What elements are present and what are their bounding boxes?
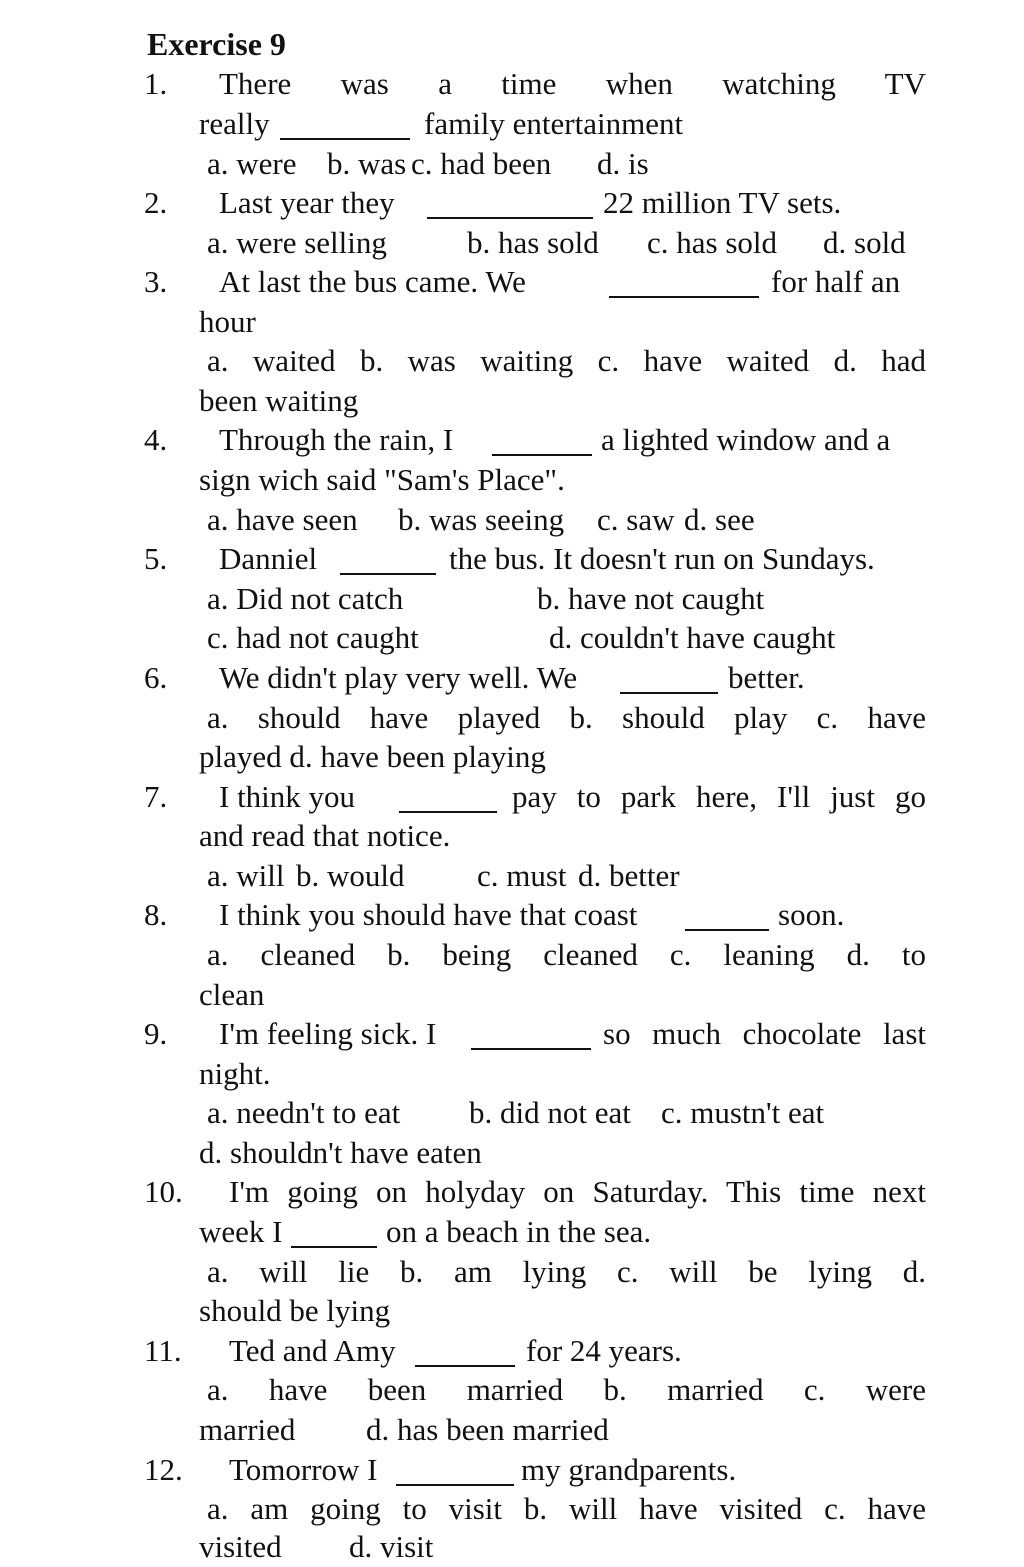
question-9 (0, 1014, 1024, 1054)
question-8-options (0, 935, 1024, 975)
question-stem: on a beach in the sea. (386, 1214, 652, 1249)
question-12-options (0, 1489, 1024, 1529)
option-c[interactable]: c. mustn't eat (661, 1095, 825, 1130)
option-d[interactable]: d. shouldn't have eaten (199, 1135, 482, 1170)
question-7 (0, 777, 1024, 817)
option-c[interactable]: c. must (477, 858, 567, 893)
question-10 (0, 1172, 1024, 1212)
option-b[interactable]: b. has sold (467, 225, 599, 260)
options-line[interactable]: a. will lie b. am lying c. will be lying d. (207, 1254, 926, 1289)
option-b[interactable]: b. would (296, 858, 405, 893)
answer-blank[interactable] (396, 1456, 514, 1486)
question-stem: Last year they (219, 185, 395, 220)
answer-blank[interactable] (291, 1218, 377, 1248)
question-number: 7. (144, 779, 168, 814)
question-number: 8. (144, 897, 168, 932)
question-number: 3. (144, 264, 168, 299)
answer-blank[interactable] (609, 268, 759, 298)
question-stem: and read that notice. (199, 818, 451, 853)
question-7-options (0, 856, 1024, 896)
question-8 (0, 895, 1024, 935)
question-number: 2. (144, 185, 168, 220)
question-9-options-2 (0, 1133, 1024, 1173)
option-d[interactable]: d. is (597, 146, 649, 181)
option-a[interactable]: a. have seen (207, 502, 358, 537)
option-b[interactable]: b. did not eat (469, 1095, 631, 1130)
question-stem: Tomorrow I (229, 1452, 378, 1487)
question-number: 1. (144, 66, 168, 101)
option-d[interactable]: d. has been married (366, 1412, 609, 1447)
options-line[interactable]: married (199, 1412, 296, 1447)
question-stem: a lighted window and a (601, 422, 891, 457)
question-stem: my grandparents. (521, 1452, 737, 1487)
question-3-line-2 (0, 302, 1024, 342)
question-11 (0, 1331, 1024, 1371)
exercise-title: Exercise 9 (147, 26, 286, 62)
question-stem: for half an (771, 264, 901, 299)
question-6 (0, 658, 1024, 698)
options-line[interactable]: a. waited b. was waiting c. have waited d. had (207, 343, 926, 378)
option-d[interactable]: d. better (578, 858, 680, 893)
question-12-options-2 (0, 1527, 1024, 1567)
option-d[interactable]: d. visit (349, 1529, 434, 1564)
question-10-options (0, 1252, 1024, 1292)
question-stem: better. (728, 660, 805, 695)
option-c[interactable]: c. had been (411, 146, 552, 181)
question-1 (0, 64, 1024, 104)
question-5-options (0, 579, 1024, 619)
question-number: 10. (144, 1174, 183, 1209)
question-1-line-2 (0, 104, 1024, 144)
answer-blank[interactable] (685, 901, 769, 931)
question-8-options-2 (0, 975, 1024, 1015)
question-5-options-2 (0, 618, 1024, 658)
option-a[interactable]: a. will (207, 858, 285, 893)
option-a[interactable]: a. needn't to eat (207, 1095, 401, 1130)
question-stem: sign wich said "Sam's Place". (199, 462, 565, 497)
question-stem: the bus. It doesn't run on Sundays. (449, 541, 875, 576)
question-9-line-2 (0, 1054, 1024, 1094)
question-9-options (0, 1093, 1024, 1133)
question-2-options (0, 223, 1024, 263)
options-line[interactable]: a. should have played b. should play c. have (207, 700, 926, 735)
question-stem: I think you should have that coast (219, 897, 638, 932)
question-6-options-2 (0, 737, 1024, 777)
option-c[interactable]: c. saw (597, 502, 675, 537)
question-stem: I'm going on holyday on Saturday. This time next (229, 1174, 926, 1209)
question-stem: so much chocolate last (603, 1016, 926, 1051)
question-stem: At last the bus came. We (219, 264, 526, 299)
options-line[interactable]: a. am going to visit b. will have visited c. have (207, 1491, 926, 1526)
answer-blank[interactable] (427, 189, 593, 219)
question-number: 9. (144, 1016, 168, 1051)
question-stem: family entertainment (424, 106, 684, 141)
option-b[interactable]: b. have not caught (537, 581, 765, 616)
options-line[interactable]: a. have been married b. married c. were (207, 1372, 926, 1407)
question-4-options (0, 500, 1024, 540)
question-7-line-2 (0, 816, 1024, 856)
question-stem: really (199, 106, 270, 141)
options-line[interactable]: been waiting (199, 383, 359, 418)
options-line[interactable]: played d. have been playing (199, 739, 546, 774)
question-3-options-2 (0, 381, 1024, 421)
question-3 (0, 262, 1024, 302)
option-b[interactable]: b. was seeing (398, 502, 565, 537)
option-b[interactable]: b. was (327, 146, 407, 181)
question-stem: for 24 years. (526, 1333, 682, 1368)
question-3-options (0, 341, 1024, 381)
option-c[interactable]: c. had not caught (207, 620, 419, 655)
options-line[interactable]: clean (199, 977, 265, 1012)
answer-blank[interactable] (340, 545, 436, 575)
question-11-options-2 (0, 1410, 1024, 1450)
question-stem: Ted and Amy (229, 1333, 396, 1368)
question-stem: 22 million TV sets. (603, 185, 842, 220)
question-12 (0, 1450, 1024, 1490)
question-stem: hour (199, 304, 256, 339)
question-2 (0, 183, 1024, 223)
question-4 (0, 420, 1024, 460)
question-stem: week I (199, 1214, 283, 1249)
option-d[interactable]: d. see (684, 502, 755, 537)
option-d[interactable]: d. couldn't have caught (549, 620, 836, 655)
question-stem: I'm feeling sick. I (219, 1016, 437, 1051)
question-6-options (0, 698, 1024, 738)
option-c[interactable]: c. has sold (647, 225, 778, 260)
options-line[interactable]: visited (199, 1529, 282, 1564)
question-stem: I think you (219, 779, 356, 814)
question-stem: Through the rain, I (219, 422, 454, 457)
answer-blank[interactable] (492, 426, 592, 456)
question-5 (0, 539, 1024, 579)
question-number: 6. (144, 660, 168, 695)
question-number: 11. (144, 1333, 182, 1368)
answer-blank[interactable] (415, 1337, 515, 1367)
question-1-options (0, 144, 1024, 184)
question-4-line-2 (0, 460, 1024, 500)
options-line[interactable]: a. cleaned b. being cleaned c. leaning d. to (207, 937, 926, 972)
options-line[interactable]: should be lying (199, 1293, 391, 1328)
question-10-line-2 (0, 1212, 1024, 1252)
answer-blank[interactable] (471, 1020, 591, 1050)
question-stem: There was a time when watching TV (219, 66, 926, 101)
answer-blank[interactable] (280, 110, 410, 140)
question-stem: night. (199, 1056, 271, 1091)
question-10-options-2 (0, 1291, 1024, 1331)
question-11-options (0, 1370, 1024, 1410)
option-a[interactable]: a. Did not catch (207, 581, 404, 616)
question-stem: pay to park here, I'll just go (512, 779, 926, 814)
question-stem: We didn't play very well. We (219, 660, 578, 695)
question-number: 12. (144, 1452, 183, 1487)
question-stem: Danniel (219, 541, 318, 576)
question-number: 4. (144, 422, 168, 457)
question-number: 5. (144, 541, 168, 576)
option-a[interactable]: a. were selling (207, 225, 387, 260)
answer-blank[interactable] (620, 664, 718, 694)
option-d[interactable]: d. sold (823, 225, 906, 260)
option-a[interactable]: a. were (207, 146, 297, 181)
answer-blank[interactable] (399, 783, 497, 813)
question-stem: soon. (778, 897, 845, 932)
